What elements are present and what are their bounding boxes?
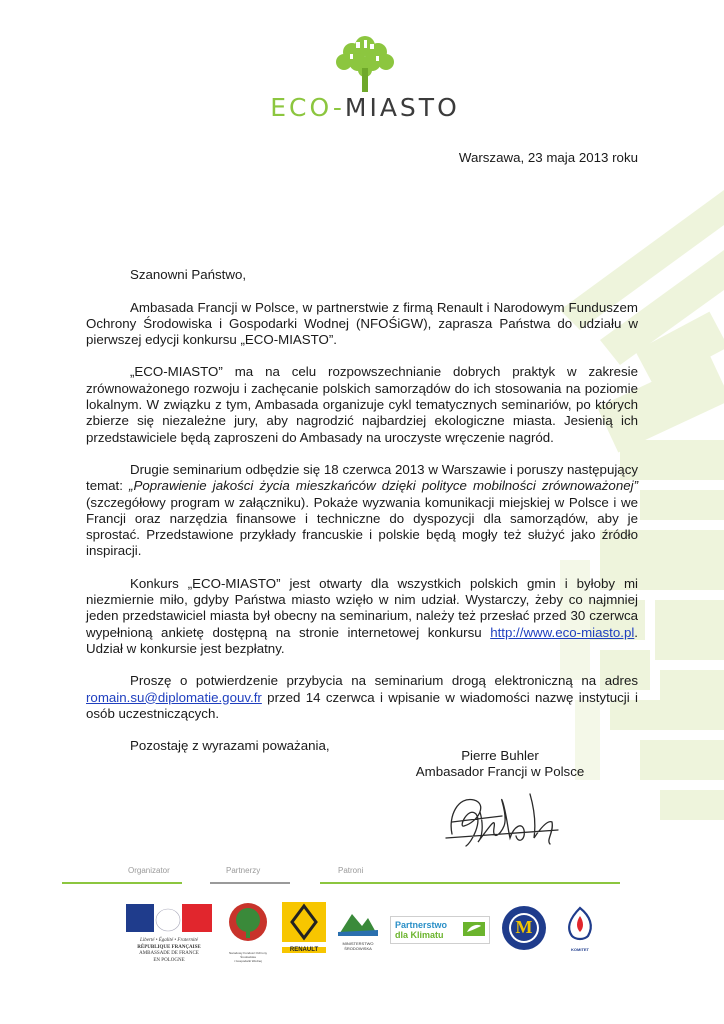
ambassade-line-1: Liberté • Égalité • Fraternité xyxy=(140,938,198,943)
paragraph-3-text-b: (szczegółowy program w załączniku). Pokaże wyzwania komunikacji miejskiej w Polsce i we Francji oraz narzędzia finansowe i techniczne do dyspozycji dla samorządów, aby je sprostać. Przedstawione przykłady francuskie i polskie będą mogły też służyć jako źródło inspiracji. xyxy=(86,494,638,559)
komitet-label: KOMITET xyxy=(571,947,589,952)
logo-ministerstwo xyxy=(336,904,380,951)
tree-icon xyxy=(328,32,402,94)
ministerstwo-line-2: ŚRODOWISKA xyxy=(344,946,372,951)
renault-label: RENAULT xyxy=(282,947,326,953)
signer-title: Ambasador Francji w Polsce xyxy=(415,764,585,780)
logo-ambassade xyxy=(126,904,212,964)
logo-renault xyxy=(282,902,326,953)
logo-eco: ECO xyxy=(270,93,333,122)
paragraph-5-text-b: przed 14 czerwca i wpisanie w wiadomości nazwę instytucji i osób uczestniczących. xyxy=(86,689,638,721)
logo-komitet xyxy=(558,906,602,952)
ambassade-line-4: EN POLOGNE xyxy=(153,957,185,963)
ministerstwo-line-1: MINISTERSTWO xyxy=(342,941,374,946)
paragraph-3-text-a: Drugie seminarium odbędzie się 18 czerwca 2013 w Warszawie i poruszy następujący temat: xyxy=(86,461,638,494)
paragraph-5 xyxy=(86,673,638,722)
logo-nfosigw xyxy=(224,902,272,963)
partnerstwo-line-2: dla Klimatu xyxy=(395,930,444,940)
paragraph-4 xyxy=(86,576,638,657)
logo-metropolia xyxy=(500,904,548,952)
metropolia-letter: M xyxy=(515,917,533,937)
signer-name: Pierre Buhler xyxy=(461,748,539,763)
closing: Pozostaję z wyrazami poważania, xyxy=(130,738,330,754)
renault-diamond-icon xyxy=(282,902,326,942)
paragraph-4-text-b: . Udział w konkursie jest bezpłatny. xyxy=(86,624,638,656)
handwritten-signature xyxy=(438,786,568,856)
label-partners: Partnerzy xyxy=(226,866,261,875)
logo-wordmark xyxy=(270,94,460,122)
partnerstwo-line-1: Partnerstwo xyxy=(395,920,448,930)
paragraph-5-text-a: Proszę o potwierdzenie przybycia na seminarium drogą elektroniczną na adres xyxy=(130,673,638,689)
flame-hand-icon xyxy=(560,906,600,942)
label-patrons: Patroni xyxy=(338,866,364,875)
signature-block xyxy=(410,748,590,781)
mountain-icon xyxy=(338,904,378,936)
footer-divider xyxy=(62,882,622,885)
nfosigw-line-1: Narodowy Fundusz Ochrony Środowiska xyxy=(228,951,268,959)
paragraph-3 xyxy=(86,462,638,560)
email-link[interactable]: romain.su@diplomatie.gouv.fr xyxy=(86,689,262,705)
leaf-icon xyxy=(463,922,485,936)
seminar-topic: „Poprawienie jakości życia mieszkańców dzięki polityce mobilności zrównoważonej” xyxy=(129,478,638,494)
logo-dash: - xyxy=(332,93,345,122)
sponsor-logos xyxy=(0,898,724,968)
logo-partnerstwo xyxy=(390,916,490,944)
logo-miasto: MIASTO xyxy=(344,93,460,122)
ambassade-line-3: AMBASSADE DE FRANCE xyxy=(139,951,199,956)
paragraph-4-text-a: Konkurs „ECO-MIASTO” jest otwarty dla wszystkich polskich gmin i byłoby mi niezmiernie miło, gdyby Państwa miasto wzięło w nim udział. Wystarczy, żeby co najmniej jeden przedstawiciel miasta był obecny na seminarium, należy też przesłać przed 30 czerwca wypełnioną ankietę dostępną na stronie internetowej konkursu xyxy=(86,575,638,640)
letter-body xyxy=(86,150,638,754)
french-flag-icon xyxy=(126,904,212,932)
website-link[interactable]: http://www.eco-miasto.pl xyxy=(490,624,635,640)
nfosigw-line-2: i Gospodarki Wodnej xyxy=(234,959,262,963)
paragraph-1: Ambasada Francji w Polsce, w partnerstwie z firmą Renault i Narodowym Funduszem Ochrony Środowiska i Gospodarki Wodnej (NFOŚiGW), zaprasza Państwa do udziału w pierwszej edycji konkursu „ECO-MIASTO”. xyxy=(86,299,638,348)
ambassade-line-2: RÉPUBLIQUE FRANÇAISE xyxy=(137,944,201,950)
paragraph-2: „ECO-MIASTO” ma na celu rozpowszechnianie dobrych praktyk w zakresie zrównoważonego rozwoju i zachęcanie polskich samorządów do ich stosowania na poziomie lokalnym. W związku z tym, Ambasada organizuje cykl tematycznych seminariów, po których zbierze się niezależne jury, aby nagrodzić najbardziej ekologiczne miasta. Jesienią ich przedstawiciele będą zaproszeni do Ambasady na uroczyste wręczenie nagród. xyxy=(86,364,638,445)
letter-date: Warszawa, 23 maja 2013 roku xyxy=(458,150,638,165)
greeting: Szanowni Państwo, xyxy=(130,267,247,283)
eco-miasto-logo xyxy=(270,32,460,122)
label-organizer: Organizator xyxy=(128,866,170,875)
tree-emblem-icon xyxy=(228,902,268,946)
